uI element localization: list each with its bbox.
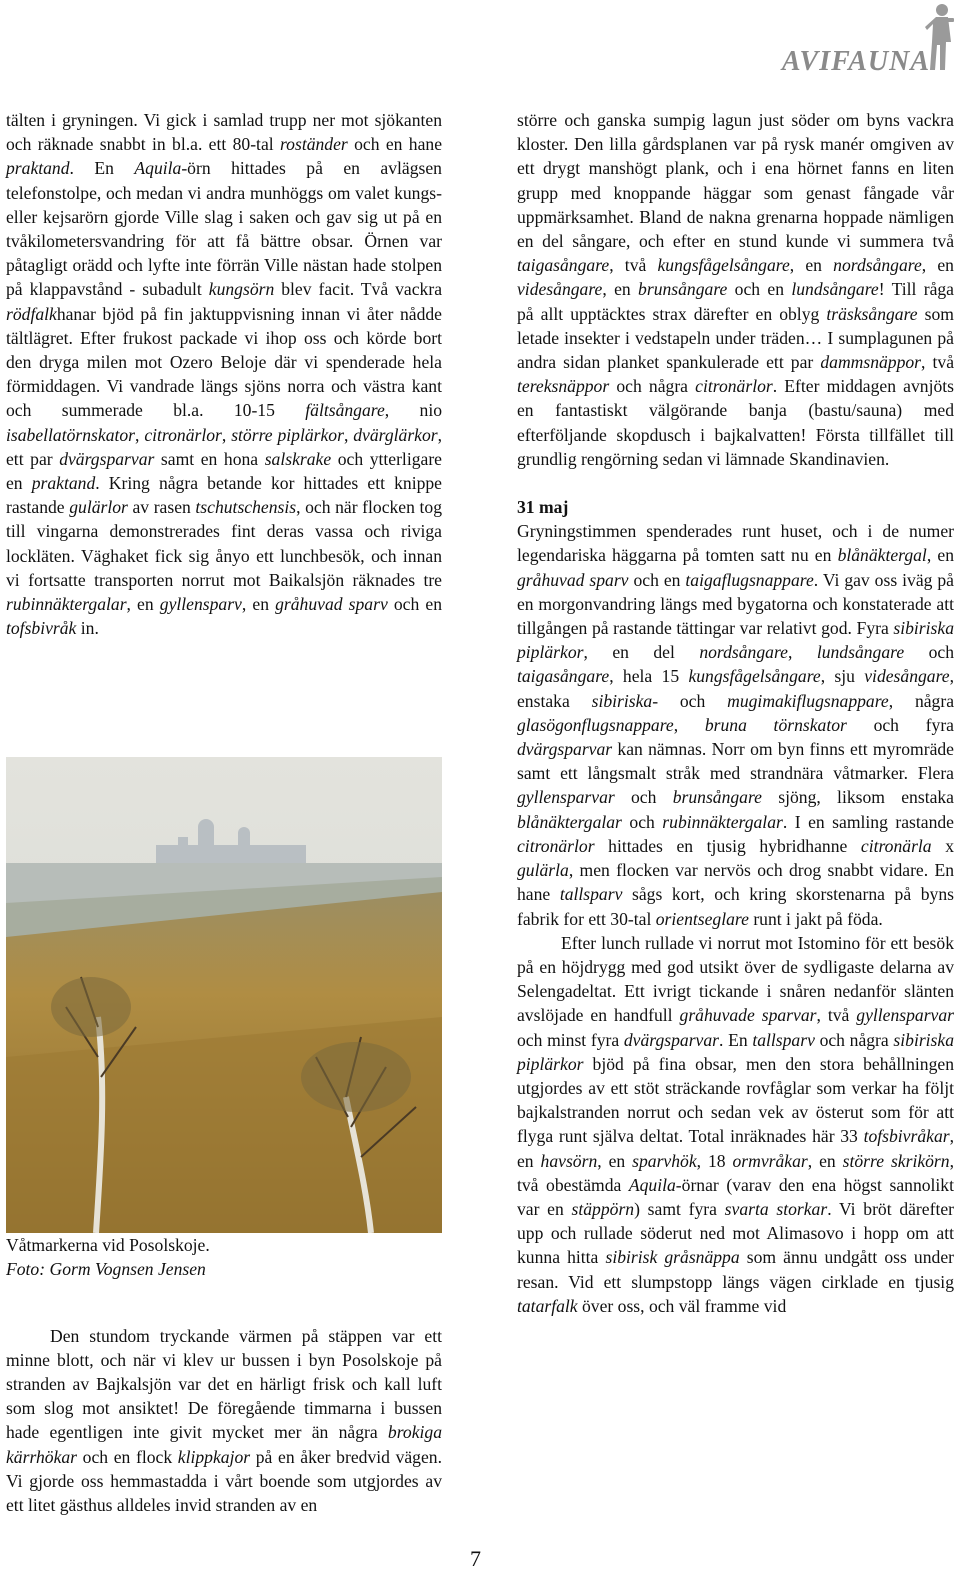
left-paragraph-2: Den stundom tryckande värmen på stäppen var ett minne blott, och när vi klev ur bussen i byn Posolskoje på stranden av Bajkalsjön var det en härligt frisk och kall luft som slog mot ansiktet! De föregående timmarna i bussen hade egentligen inte givit mycket mer än några brokiga kärrhökar och en flock klippkajor på en åker bredvid vägen. Vi gjorde oss hemmastadda i vårt boende som utgjordes av ett litet gästhus alldeles invid stranden av en: [6, 1325, 442, 1516]
right-column: [517, 108, 954, 1318]
right-paragraph-3: Efter lunch rullade vi norrut mot Istomino för ett besök på en höjdrygg med god utsikt över de sydligaste delarna av Selengadeltat. Ett ivrigt tickande i snåren nedanför slänten avslöjade en handfull gråhuvade sparvar, två gyllensparvar och minst fyra dvärgsparvar. En tallsparv och några sibiriska piplärkor bjöd på fina obsar, men den stora behållningen utgjordes av ett stöt sträckande rovfåglar som verkar ha följt bajkalstranden norrut och sedan vek av österut som för att flyga runt själva deltat. Total inräknades här 33 tofsbivråkar, en havsörn, en sparvhök, 18 ormvråkar, en större skrikörn, två obestämda Aquila-örnar (varav den ena högst sannolikt var en stäppörn) samt fyra svarta storkar. Vi bröt därefter upp och rullade söderut ned mot Alimasovo i hopp om att kunna hitta sibirisk gråsnäppa som ännu undgått oss under resan. Vid ett slumpstopp längs vägen cirklade en tjusig tatarfalk över oss, och väl framme vid: [517, 932, 955, 1316]
right-paragraph-1: större och ganska sumpig lagun just söder om byns vackra kloster. Den lilla gårdsplanen var på rysk manér omgiven av ett drygt manshögt plank, och i ena hörnet fanns en liten grupp med knoppande häggar som genast fångade vår uppmärksamhet. Bland de nakna grenarna hoppade nämligen en del sångare, och efter en stund kunde vi summera två taigasångare, två kungsfågelsångare, en nordsångare, en videsångare, en brunsångare och en lundsångare! Till råga på allt upptäcktes strax därefter en oblyg träsksångare som letade insekter i vedstapeln under träden… I sumplagunen på andra sidan planket spankulerade ett par dammsnäppor, två tereksnäppor och några citronärlor. Efter middagen avnjöts en fantastiskt välgörande banja (bastu/sauna) med efterföljande skopdusch i bajkalvatten! Första tillfället till grundlig rengörning sedan vi lämnade Skandinavien.: [517, 110, 955, 469]
caption-title: Våtmarkerna vid Posolskoje.: [6, 1235, 210, 1255]
photo-caption: [6, 1233, 442, 1281]
right-paragraph-2: Gryningstimmen spenderades runt huset, och i de numer legendariska häggarna på tomten satt nu en blånäktergal, en gråhuvad sparv och en taigaflugsnappare. Vi gav oss iväg på en morgonvandring längs med bygatorna och konstaterade att tillgången på rastande tättingar var relativt god. Fyra sibiriska piplärkor, en del nordsångare, lundsångare och taigasångare, hela 15 kungsfågelsångare, sju videsångare, enstaka sibiriska- och mugimakiflugsnappare, några glasögonflugsnappare, bruna törnskator och fyra dvärgsparvar kan nämnas. Norr om byn finns ett myromräde samt ett långsmalt stråk med strandnära våtmarker. Flera gyllensparvar och brunsångare sjöng, liksom enstaka blånäktergalar och rubinnäktergalar. I en samling rastande citronärlor hittades en tjusig hybridhanne citronärla x gulärla, men flocken var nervös och drog snabbt vidare. En hane tallsparv sågs kort, och kring skorstenarna på byns fabrik for ett 30-tal orientseglare runt i jakt på föda.: [517, 521, 955, 929]
left-lower-text: [6, 1306, 442, 1535]
caption-credit: Foto: Gorm Vognsen Jensen: [6, 1259, 206, 1279]
logo-text: AVIFAUNA: [781, 46, 930, 77]
page-number: 7: [470, 1546, 481, 1571]
avifauna-logo: [770, 0, 960, 80]
left-column: [6, 108, 442, 640]
wetland-photo: [6, 757, 442, 1233]
left-paragraph-1: tälten i gryningen. Vi gick i samlad trupp ner mot sjökanten och räknade snabbt in bl.a. ett 80-tal roständer och en hane praktand. En Aquila-örn hittades på en avlägsen telefonstolpe, och medan vi andra munhöggs om valet kungs- eller kejsarörn gjorde Ville slag i saken och gav sig ut på en tvåkilometersvandring för att få bättre obsar. Örnen var påtagligt orädd och lyfte inte förrän Ville nästan hade stolpen på klappavstånd - subadult kungsörn blev facit. Två vackra rödfalkhanar bjöd på fin jaktuppvisning innan vi åter nådde tältlägret. Efter frukost packade vi ihop oss och körde bort den dryga milen mot Ozero Beloje där vi spenderade hela förmiddagen. Vi vandrade längs sjöns norra och västra kant och summerade bl.a. 10-15 fältsångare, nio isabellatörnskator, citronärlor, större piplärkor, dvärglärkor, ett par dvärgsparvar samt en hona salskrake och ytterligare en praktand. Kring några betande kor hittades ett knippe rastande gulärlor av rasen tschutschensis, och när flocken tog till vingarna demonstrerades fint deras vassa och riviga lockläten. Väghaket fick sig ånyo ett lunchbesök, och innan vi fortsatte transporten norrut mot Baikalsjön räknades tre rubinnäktergalar, en gyllensparv, en gråhuvad sparv och en tofsbivråk in.: [6, 110, 443, 639]
date-heading: 31 maj: [517, 497, 569, 518]
posolskoje-landscape-image: [6, 757, 442, 1233]
